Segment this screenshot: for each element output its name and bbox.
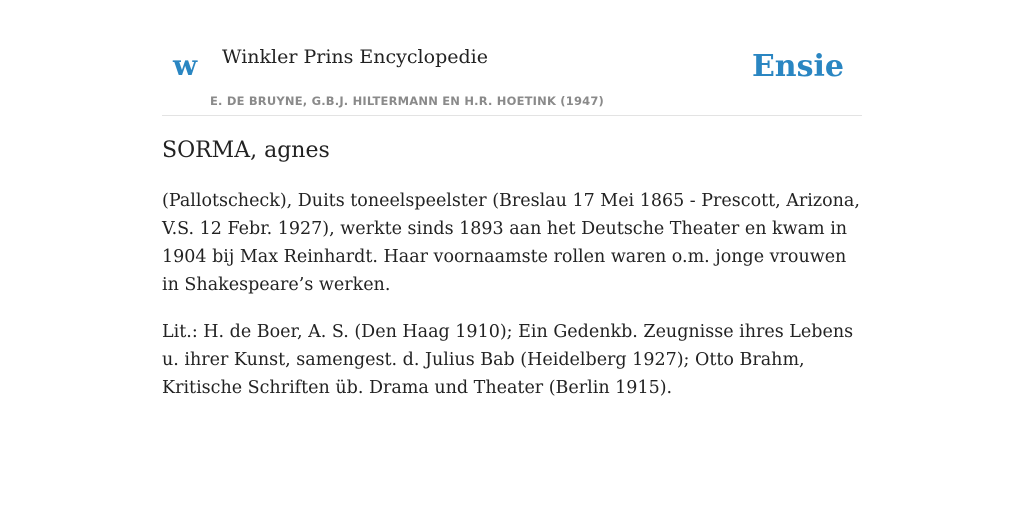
entry-paragraph: (Pallotscheck), Duits toneelspeelster (Breslau 17 Mei 1865 - Prescott, Arizona, V.S. 12 Febr. 1927), werkte sinds 1893 aan het Deutsche Theater en kwam in 1904 bij Max Reinhardt. Haar voornaamste rollen waren o.m. jonge vrouwen in Shakespeare’s werken. <box>162 190 860 295</box>
literature-paragraph: Lit.: H. de Boer, A. S. (Den Haag 1910); Ein Gedenkb. Zeugnisse ihres Lebens u. ihrer Kunst, samengest. d. Julius Bab (Heidelberg 1927); Otto Brahm, Kritische Schriften üb. Drama und Theater (Berlin 1915). <box>162 321 854 398</box>
authors-line: E. DE BRUYNE, G.B.J. HILTERMANN EN H.R. HOETINK (1947) <box>210 94 605 108</box>
entry-title: SORMA, agnes <box>162 138 330 163</box>
header <box>162 36 862 116</box>
article <box>162 136 862 421</box>
ensie-logo[interactable]: Ensie <box>751 49 844 84</box>
winkler-prins-logo-icon[interactable]: w <box>173 49 198 82</box>
site-title[interactable]: Winkler Prins Encyclopedie <box>222 46 488 68</box>
